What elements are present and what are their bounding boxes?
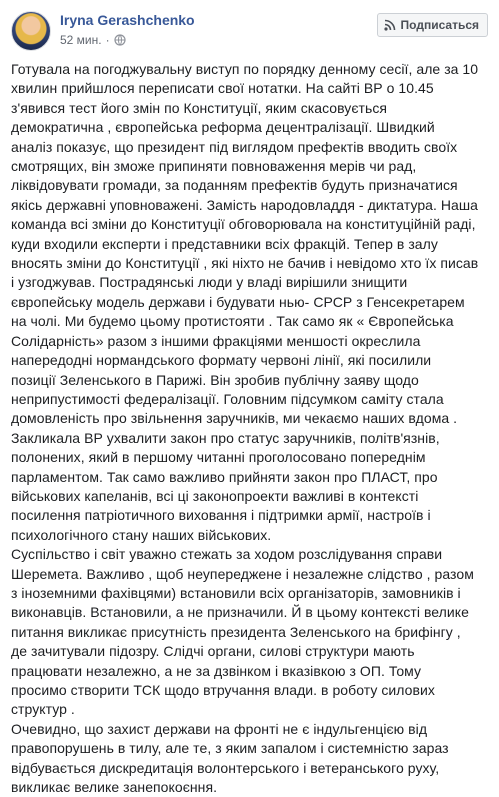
subscribe-button[interactable]: [377, 13, 488, 37]
post-meta: [60, 33, 126, 47]
avatar[interactable]: [11, 11, 51, 51]
post-header: [0, 0, 499, 62]
timestamp[interactable]: 52 мин.: [60, 33, 102, 47]
globe-icon[interactable]: [114, 34, 126, 46]
author-name[interactable]: Iryna Gerashchenko: [60, 12, 195, 28]
subscribe-label: Подписаться: [400, 18, 479, 32]
rss-icon: [384, 19, 396, 31]
post-text: Готувала на погоджувальну виступ по порядку денному сесії, але за 10 хвилин прийшлося переписати свої нотатки. На сайті ВР о 10.45 з'явився тест його змін по Конституції, яким скасовується демократична , європейська реформа децентралізації. Швидкий аналіз показує, що президент під виглядом префектів вводить своїх смотрящих, він зможе припиняти повноваження мерів чи рад, ліквідовувати громади, за поданням префектів будуть призначатися якісь державні уповноважені. Замість народовладдя - диктатура. Наша команда всі зміни до Конституції обговорювала на конституційній раді, куди входили експерти і представники всіх фракцій. Тепер в залу вносять зміни до Конституції , які ніхто не бачив і невідомо хто їх писав і узгоджував. Пострадянські люди у владі вирішили знищити європейську модель держави і будувати нью- СРСР з Генсекретарем на чолі. Ми будемо цьому протистояти . Так само як « Європейська Солідарність» разом з іншими фракціями меншості окреслила напередодні нормандського формату червоні лінії, які посилили позиції Зеленського в Парижі. Він зробив публічну заяву щодо неприпустимості федералізації. Головним підсумком саміту стала домовленість про звільнення заручників, ми чекаємо наших вдома . Закликала ВР ухвалити закон про статус заручників, політв'язнів, полонених, який в першому читанні проголосовано попереднім парламентом. Так само важливо прийняти закон про ПЛАСТ, про військових капеланів, всі ці законопроекти важливі в контексті посилення патріотичного виховання і підтримки армії, настроїв і психологічного стану наших військових. Суспільство і світ уважно стежать за ходом розслідування справи Шеремета. Важливо , щоб неупереджене і незалежне слідство , разом з іноземними фахівцями) встановили всіх організаторів, замовників і виконавців. Встановили, а не призначили. Й в цьому контексті велике питання викликає присутність президента Зеленського на брифінгу , де зачитували підозру. Слідчі органи, силові структури мають працювати незалежно, а не за дзвінком і вказівкою з ОП. Тому просимо створити ТСК щодо втручання влади. в роботу силових структур . Очевидно, що захист держави на фронті не є індульгенцією від правопорушень в тилу, але те, з яким запалом і системністю зараз відбувається дискредитація волонтерського і ветеранського руху, викликає велике занепокоєння.: [11, 61, 479, 796]
meta-separator: ·: [105, 33, 110, 47]
